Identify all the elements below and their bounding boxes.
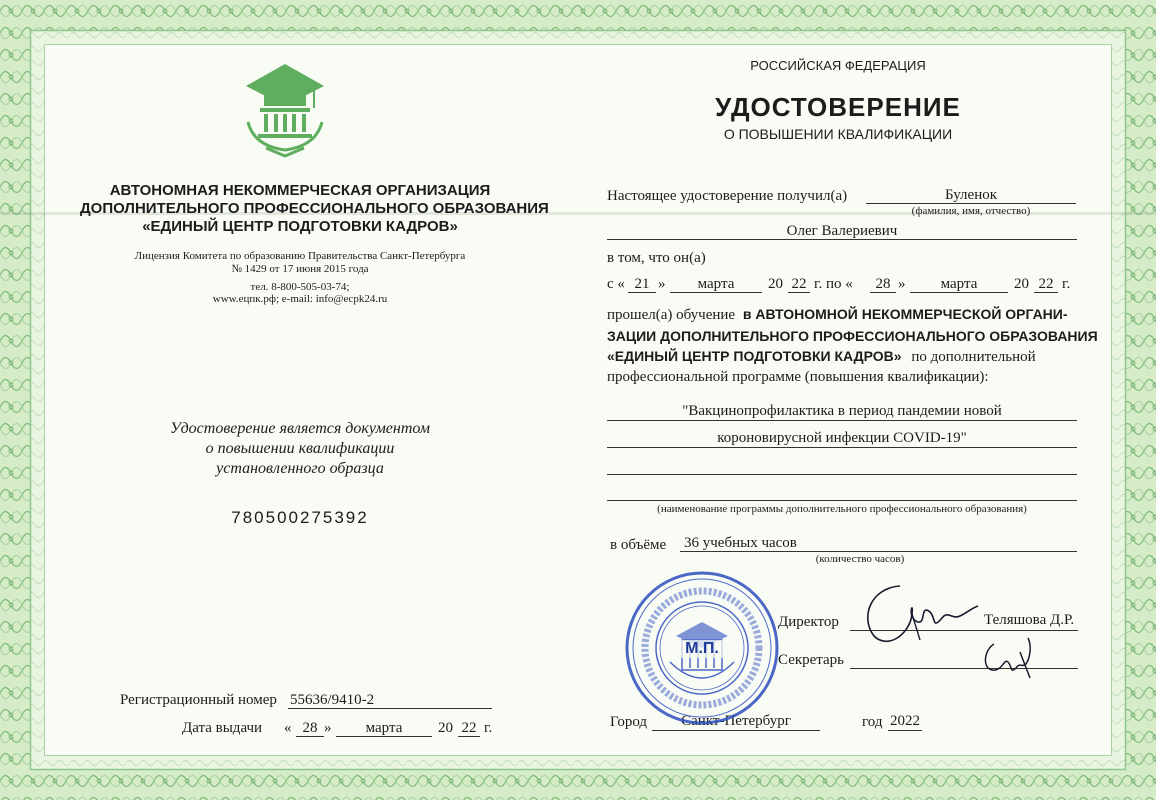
- to-prefix: г. по «: [814, 276, 853, 292]
- license-line1: Лицензия Комитета по образованию Правительства Санкт-Петербурга: [134, 250, 466, 262]
- city-value: Санкт-Петербург: [681, 713, 791, 729]
- from-close: »: [658, 276, 666, 292]
- year-underline: [888, 730, 922, 731]
- serial-number: 780500275392: [231, 508, 369, 527]
- org-name-line1: АВТОНОМНАЯ НЕКОММЕРЧЕСКАЯ ОРГАНИЗАЦИЯ: [109, 182, 491, 199]
- from-prefix: с «: [607, 276, 625, 292]
- program-underline-2: [607, 447, 1077, 448]
- director-label: Директор: [778, 614, 839, 630]
- recipient-given-name: Олег Валериевич: [786, 223, 898, 239]
- city-label: Город: [610, 714, 648, 730]
- passed-line1-org: в АВТОНОМНОЙ НЕКОММЕРЧЕСКОЙ ОРГАНИ-: [742, 306, 1068, 322]
- org-name-line2: ДОПОЛНИТЕЛЬНОГО ПРОФЕССИОНАЛЬНОГО ОБРАЗОВАНИЯ: [80, 200, 549, 217]
- received-label: Настоящее удостоверение получил(а): [607, 188, 848, 204]
- year-label: год: [862, 714, 883, 730]
- to-year: 22: [1038, 276, 1054, 292]
- name-hint: (фамилия, имя, отчество): [911, 205, 1031, 217]
- academic-cap-logo-icon: [244, 62, 326, 158]
- to-day: 28: [875, 276, 891, 292]
- program-underline-4: [607, 500, 1077, 501]
- from-month: марта: [697, 276, 735, 292]
- from-century: 20: [768, 276, 783, 292]
- org-name-line3: «ЕДИНЫЙ ЦЕНТР ПОДГОТОВКИ КАДРОВ»: [142, 218, 458, 235]
- issue-day: 28: [302, 720, 318, 736]
- org-phone: тел. 8-800-505-03-74;: [250, 281, 350, 293]
- country-label: РОССИЙСКАЯ ФЕДЕРАЦИЯ: [750, 58, 926, 73]
- volume-value: 36 учебных часов: [684, 535, 797, 551]
- program-line1: "Вакцинопрофилактика в период пандемии новой: [682, 403, 1002, 419]
- secretary-underline: [850, 668, 1078, 669]
- org-web-email: www.ецпк.рф; e-mail: info@ecpk24.ru: [212, 293, 388, 305]
- volume-hint: (количество часов): [815, 553, 905, 565]
- to-close: »: [898, 276, 906, 292]
- volume-label: в объёме: [610, 537, 667, 553]
- passed-line4: профессиональной программе (повышения квалификации):: [607, 369, 989, 385]
- stamp-center-label: М.П.: [670, 640, 734, 658]
- from-day: 21: [634, 276, 650, 292]
- director-name: Теляшова Д.Р.: [984, 612, 1075, 628]
- program-line2: короновирусной инфекции COVID-19": [717, 430, 967, 446]
- issue-date-quote-close: »: [324, 720, 332, 736]
- document-subtitle: О ПОВЫШЕНИИ КВАЛИФИКАЦИИ: [723, 126, 953, 142]
- reg-number-value: 55636/9410-2: [290, 692, 375, 708]
- that-text: в том, что он(а): [607, 250, 706, 266]
- doc-note-line1: Удостоверение является документом: [170, 420, 430, 437]
- program-underline-1: [607, 420, 1077, 421]
- passed-line1-text: прошел(а) обучение: [607, 307, 736, 323]
- license-line2: № 1429 от 17 июня 2015 года: [231, 263, 369, 275]
- recipient-surname: Буленок: [944, 187, 998, 203]
- reg-number-label: Регистрационный номер: [120, 692, 277, 708]
- to-g: г.: [1062, 276, 1071, 292]
- director-signature: [860, 578, 982, 648]
- secretary-label: Секретарь: [778, 652, 845, 668]
- issue-month: марта: [365, 720, 403, 736]
- program-underline-3: [607, 474, 1077, 475]
- from-year: 22: [791, 276, 807, 292]
- to-century: 20: [1014, 276, 1029, 292]
- to-month: марта: [940, 276, 978, 292]
- issue-date-label: Дата выдачи: [182, 720, 263, 736]
- secretary-signature: [980, 632, 1040, 680]
- issue-year: 22: [461, 720, 477, 736]
- city-underline: [652, 730, 820, 731]
- passed-line2: ЗАЦИИ ДОПОЛНИТЕЛЬНОГО ПРОФЕССИОНАЛЬНОГО ОБРАЗОВАНИЯ: [607, 328, 1098, 344]
- passed-line3-org: «ЕДИНЫЙ ЦЕНТР ПОДГОТОВКИ КАДРОВ»: [607, 348, 902, 364]
- doc-note-line2: о повышении квалификации: [205, 440, 395, 457]
- issue-century: 20: [438, 720, 453, 736]
- passed-line1: [607, 306, 1068, 324]
- document-title: УДОСТОВЕРЕНИЕ: [715, 92, 961, 122]
- passed-line3: [607, 348, 1036, 366]
- passed-line3-text: по дополнительной: [911, 349, 1036, 365]
- issue-g: г.: [484, 720, 493, 736]
- program-hint: (наименование программы дополнительного профессионального образования): [657, 503, 1027, 515]
- year-value: 2022: [890, 713, 920, 729]
- issue-date-quote-open: «: [284, 720, 292, 736]
- doc-note-line3: установленного образца: [216, 460, 384, 477]
